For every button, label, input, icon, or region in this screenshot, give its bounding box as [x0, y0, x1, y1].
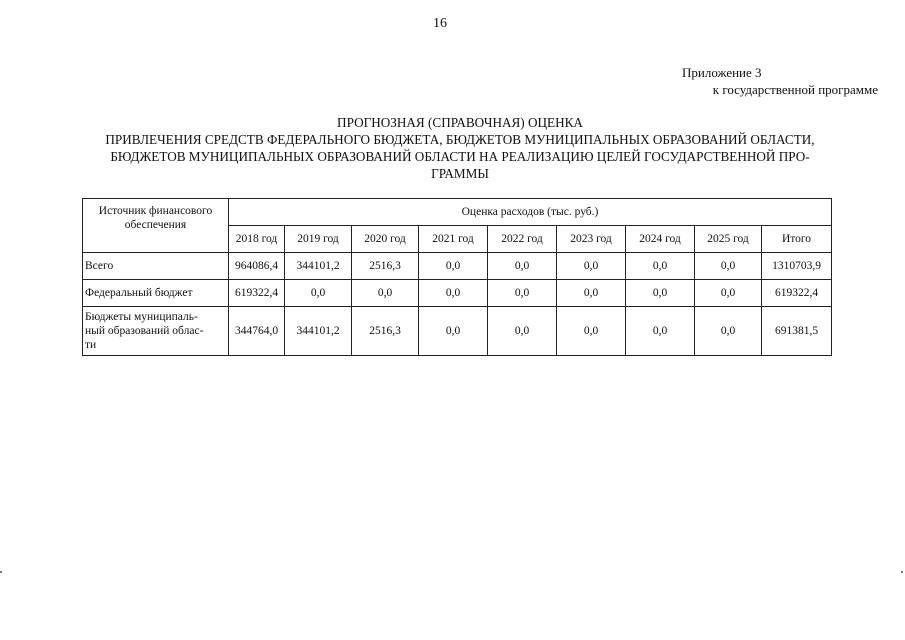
expense-estimate-header: Оценка расходов (тыс. руб.) — [229, 199, 832, 226]
column-header: 2023 год — [557, 226, 626, 253]
scan-edge-mark-left — [0, 571, 2, 573]
table-cell: 0,0 — [626, 253, 695, 280]
table-cell: 0,0 — [488, 253, 557, 280]
table-row — [83, 253, 832, 280]
table-cell: 0,0 — [626, 280, 695, 307]
scan-edge-mark-right — [901, 571, 903, 573]
table-cell: 0,0 — [557, 280, 626, 307]
table-cell: 344764,0 — [229, 307, 285, 356]
table-row — [83, 307, 832, 356]
table-cell: 0,0 — [695, 307, 762, 356]
appendix-note — [600, 64, 878, 98]
column-header: 2018 год — [229, 226, 285, 253]
column-header: 2022 год — [488, 226, 557, 253]
column-header: 2024 год — [626, 226, 695, 253]
table-cell: 2516,3 — [352, 307, 419, 356]
table-cell: 344101,2 — [285, 307, 352, 356]
table-cell: 0,0 — [488, 307, 557, 356]
document-title — [40, 114, 880, 182]
title-line-4: ГРАММЫ — [431, 166, 489, 181]
column-header: 2019 год — [285, 226, 352, 253]
table-cell: 0,0 — [695, 253, 762, 280]
table-cell: 2516,3 — [352, 253, 419, 280]
column-header-total: Итого — [762, 226, 832, 253]
table-cell: 0,0 — [626, 307, 695, 356]
financing-estimate-table — [82, 198, 832, 356]
table-cell: 0,0 — [557, 253, 626, 280]
table-cell-total: 619322,4 — [762, 280, 832, 307]
table-row — [83, 280, 832, 307]
row-label-line: ти — [85, 339, 97, 351]
title-line-2: ПРИВЛЕЧЕНИЯ СРЕДСТВ ФЕДЕРАЛЬНОГО БЮДЖЕТА, БЮДЖЕТОВ МУНИЦИПАЛЬНЫХ ОБРАЗОВАНИЙ ОБЛАСТИ, — [105, 132, 815, 147]
column-header: 2025 год — [695, 226, 762, 253]
table-cell: 0,0 — [352, 280, 419, 307]
column-header: 2020 год — [352, 226, 419, 253]
row-label — [83, 307, 229, 356]
table-cell: 0,0 — [419, 307, 488, 356]
row-label: Всего — [83, 253, 229, 280]
appendix-line-1: Приложение 3 — [682, 65, 762, 80]
table-cell: 0,0 — [557, 307, 626, 356]
title-line-1: ПРОГНОЗНАЯ (СПРАВОЧНАЯ) ОЦЕНКА — [337, 115, 583, 130]
table-cell: 0,0 — [695, 280, 762, 307]
source-header: Источник финансового обеспечения — [83, 199, 229, 253]
table-cell: 0,0 — [488, 280, 557, 307]
table-cell-total: 691381,5 — [762, 307, 832, 356]
table-cell: 0,0 — [419, 280, 488, 307]
row-label-line: ный образований облас- — [85, 325, 204, 337]
table-cell: 0,0 — [419, 253, 488, 280]
page-number: 16 — [433, 16, 447, 31]
column-header: 2021 год — [419, 226, 488, 253]
title-line-3: БЮДЖЕТОВ МУНИЦИПАЛЬНЫХ ОБРАЗОВАНИЙ ОБЛАСТИ НА РЕАЛИЗАЦИЮ ЦЕЛЕЙ ГОСУДАРСТВЕННОЙ ПРО- — [110, 149, 810, 164]
row-label: Федеральный бюджет — [83, 280, 229, 307]
table-cell: 0,0 — [285, 280, 352, 307]
row-label-line: Бюджеты муниципаль- — [85, 311, 198, 323]
table-cell: 619322,4 — [229, 280, 285, 307]
table-cell: 964086,4 — [229, 253, 285, 280]
table-cell: 344101,2 — [285, 253, 352, 280]
table-cell-total: 1310703,9 — [762, 253, 832, 280]
appendix-line-2: к государственной программе — [712, 82, 878, 97]
